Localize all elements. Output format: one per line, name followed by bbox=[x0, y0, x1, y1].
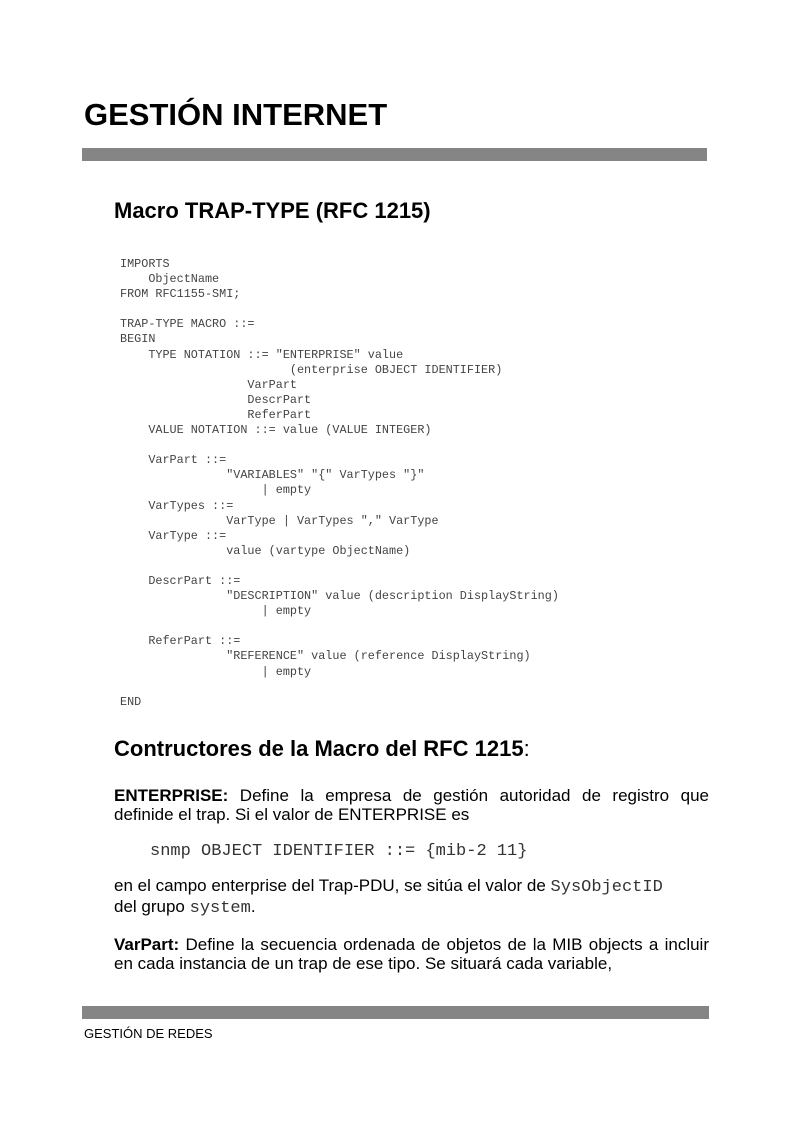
enterprise-paragraph bbox=[114, 786, 709, 824]
footer-text: GESTIÓN DE REDES bbox=[84, 1026, 213, 1041]
enterprise-code-example: snmp OBJECT IDENTIFIER ::= {mib-2 11} bbox=[150, 842, 528, 861]
varpart-description: Define la secuencia ordenada de objetos de la MIB objects a incluir en cada instancia de un trap de ese tipo. Se situará cada variable, bbox=[114, 935, 709, 973]
enterprise-term: ENTERPRISE: bbox=[114, 786, 229, 805]
enterprise-description: Define la empresa de gestión autoridad de registro que definide el trap. Si el valor de ENTERPRISE es bbox=[114, 786, 709, 824]
enterprise-cont-text-3: . bbox=[250, 897, 256, 916]
section-heading-constructors bbox=[114, 736, 530, 762]
constructors-heading-text: Contructores de la Macro del RFC 1215 bbox=[114, 736, 524, 761]
header-divider bbox=[82, 148, 707, 161]
section-heading-macro: Macro TRAP-TYPE (RFC 1215) bbox=[114, 198, 431, 223]
system-code: system bbox=[189, 899, 251, 918]
sysobjectid-code: SysObjectID bbox=[550, 878, 663, 897]
macro-code-block: IMPORTS ObjectName FROM RFC1155-SMI; TRAP-TYPE MACRO ::= BEGIN TYPE NOTATION ::= "ENTERPRISE" value (enterprise OBJECT IDENTIFIER) VarPart DescrPart ReferPart VALUE NOTATION ::= value (VALUE INTEGER) VarPart ::= "VARIABLES" "{" VarTypes "}" | empty VarTypes ::= VarType | VarTypes "," VarType VarType ::= value (vartype ObjectName) DescrPart ::= "DESCRIPTION" value (description DisplayString) | empty ReferPart ::= "REFERENCE" value (reference DisplayString) | empty END bbox=[120, 257, 559, 709]
enterprise-continuation bbox=[114, 876, 709, 918]
page-title: GESTIÓN INTERNET bbox=[84, 97, 388, 132]
footer-divider bbox=[82, 1006, 709, 1019]
constructors-heading-colon: : bbox=[523, 736, 530, 761]
enterprise-cont-text-2: del grupo bbox=[114, 897, 190, 916]
varpart-term: VarPart: bbox=[114, 935, 180, 954]
varpart-paragraph bbox=[114, 935, 709, 973]
enterprise-cont-text-1: en el campo enterprise del Trap-PDU, se sitúa el valor de bbox=[114, 876, 551, 895]
